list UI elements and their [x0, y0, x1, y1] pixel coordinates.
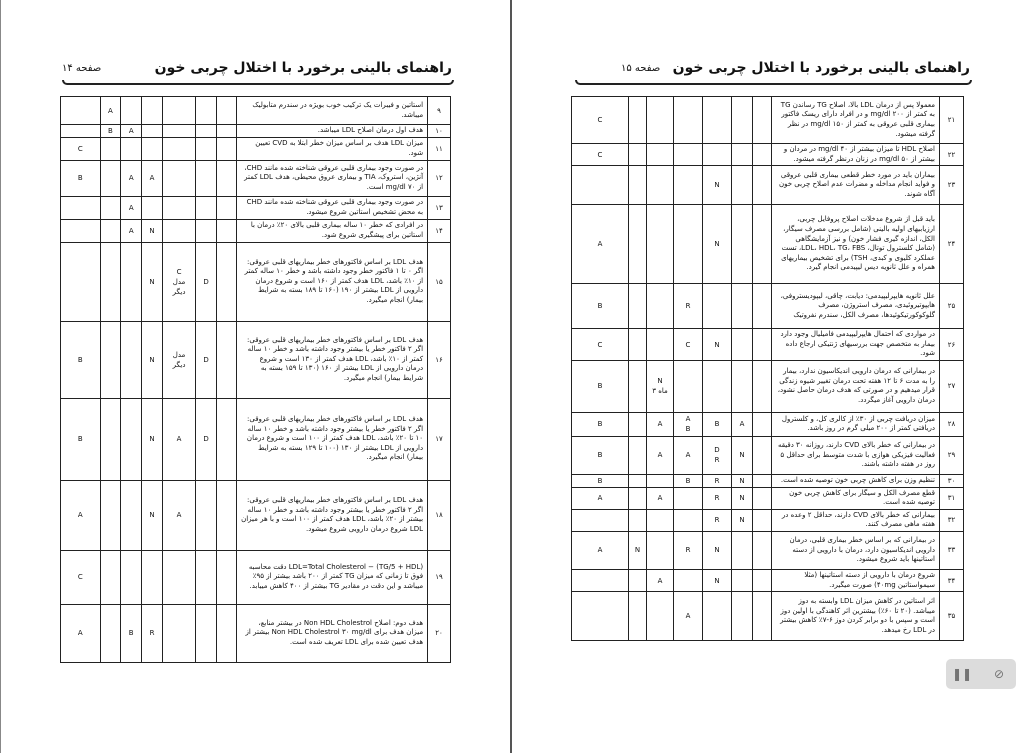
- pause-icon[interactable]: ❚❚: [952, 667, 973, 681]
- row-number: ۱۷: [428, 398, 451, 480]
- row-number: ۳۴: [940, 569, 964, 591]
- empty-cell: [753, 569, 772, 591]
- evidence-cell: [674, 360, 703, 412]
- table-row: [572, 474, 964, 487]
- evidence-cell: [100, 550, 121, 604]
- evidence-cell: [732, 144, 753, 166]
- recommendation-text: میزان LDL هدف بر اساس میزان خطر ابتلا به CVD تعیین شود.: [236, 137, 427, 160]
- recommendation-text: در صورت وجود بیماری قلبی عروقی شناخته شده مانند CHD، آنژین، استروک، TIA و بیماری عروق محیطی، هدف LDL کمتر از ۷۰ mg/dl است.: [236, 160, 427, 196]
- evidence-cell: [121, 480, 142, 550]
- recommendation-text: معمولا پس از درمان LDL بالا، اصلاح TG رساندن TG به کمتر از ۲۰۰ mg/dl و در افراد دارای ریسک فاکتور بیماری قلبی عروقی به کمتر از ۱۵۰ mg/dl در نظر گرفته میشود.: [772, 97, 940, 144]
- evidence-cell: N: [703, 166, 732, 205]
- evidence-cell: [674, 166, 703, 205]
- evidence-cell: [629, 436, 647, 474]
- evidence-cell: [61, 125, 101, 138]
- evidence-cell: D: [196, 321, 217, 398]
- viewer-controls: [946, 659, 1016, 689]
- evidence-cell: [629, 205, 647, 284]
- empty-cell: [753, 412, 772, 436]
- recommendation-text: در افرادی که خطر ۱۰ ساله بیماری قلبی بالای ۲۰٪ درمان با استاتین برای پیشگیری شروع شود.: [236, 219, 427, 242]
- evidence-cell: N: [732, 474, 753, 487]
- evidence-cell: [647, 509, 674, 531]
- evidence-cell: [647, 97, 674, 144]
- evidence-cell: [674, 144, 703, 166]
- evidence-cell: [121, 398, 142, 480]
- evidence-cell: [703, 592, 732, 641]
- evidence-cell: C: [61, 550, 101, 604]
- table-row: [61, 242, 451, 321]
- evidence-cell: [100, 219, 121, 242]
- evidence-cell: [629, 97, 647, 144]
- evidence-cell: [732, 592, 753, 641]
- evidence-cell: [121, 321, 142, 398]
- evidence-cell: C: [674, 329, 703, 361]
- evidence-cell: [100, 398, 121, 480]
- evidence-cell: [703, 284, 732, 329]
- evidence-cell: [162, 550, 195, 604]
- evidence-cell: [162, 604, 195, 662]
- row-number: ۱۰: [428, 125, 451, 138]
- table-row: [61, 321, 451, 398]
- evidence-cell: N: [703, 329, 732, 361]
- evidence-cell: R: [142, 604, 163, 662]
- evidence-cell: [572, 592, 629, 641]
- evidence-cell: R: [674, 531, 703, 569]
- row-number: ۳۵: [940, 592, 964, 641]
- empty-cell: [216, 137, 236, 160]
- evidence-cell: B: [572, 474, 629, 487]
- row-number: ۱۱: [428, 137, 451, 160]
- evidence-cell: [572, 166, 629, 205]
- evidence-cell: N: [142, 242, 163, 321]
- evidence-cell: [703, 360, 732, 412]
- evidence-cell: R: [703, 509, 732, 531]
- evidence-cell: [647, 592, 674, 641]
- evidence-cell: [61, 242, 101, 321]
- evidence-cell: B: [61, 160, 101, 196]
- row-number: ۲۲: [940, 144, 964, 166]
- evidence-cell: B: [572, 284, 629, 329]
- table-row: [61, 219, 451, 242]
- row-number: ۳۳: [940, 531, 964, 569]
- evidence-cell: مدل دیگر: [162, 321, 195, 398]
- evidence-cell: [732, 329, 753, 361]
- row-number: ۳۲: [940, 509, 964, 531]
- evidence-cell: [629, 284, 647, 329]
- recommendation-text: هدف LDL بر اساس فاکتورهای خطر بیماریهای قلبی عروقی: اگر ۲ فاکتور خطر یا بیشتر وجود داشته باشد و خطر ۱۰ ساله بیشتر از ۲۰٪ باشد، LDL هدف کمتر از ۱۰۰ است و با هر میزان LDL شروع درمان دارویی شروع میشود.: [236, 480, 427, 550]
- header-rule: [575, 80, 972, 85]
- table-row: [61, 137, 451, 160]
- table-row: [572, 166, 964, 205]
- evidence-cell: N: [732, 436, 753, 474]
- table-row: [572, 509, 964, 531]
- evidence-cell: [100, 242, 121, 321]
- row-number: ۲۹: [940, 436, 964, 474]
- header-title: راهنمای بالینی برخورد با اختلال چربی خون: [672, 60, 970, 76]
- evidence-cell: [703, 144, 732, 166]
- page-number: صفحه ۱۵: [621, 63, 661, 74]
- recommendation-text: بیمارانی که خطر بالای CVD دارند، حداقل ۲ وعده در هفته ماهی مصرف کنند.: [772, 509, 940, 531]
- empty-cell: [753, 284, 772, 329]
- evidence-cell: D: [196, 242, 217, 321]
- evidence-cell: [100, 137, 121, 160]
- evidence-cell: [100, 196, 121, 219]
- row-number: ۱۴: [428, 219, 451, 242]
- table-row: [572, 592, 964, 641]
- evidence-cell: [647, 284, 674, 329]
- recommendation-text: قطع مصرف الکل و سیگار برای کاهش چربی خون توصیه شده است.: [772, 487, 940, 509]
- empty-cell: [216, 604, 236, 662]
- recommendation-text: در بیمارانی که خطر بالای CVD دارند، روزانه ۳۰ دقیقه فعالیت فیزیکی هوازی با شدت متوسط برای حداقل ۵ روز در هفته داشته باشند.: [772, 436, 940, 474]
- evidence-cell: [647, 166, 674, 205]
- empty-cell: [753, 205, 772, 284]
- evidence-cell: A: [674, 592, 703, 641]
- evidence-cell: [732, 284, 753, 329]
- empty-cell: [753, 360, 772, 412]
- empty-cell: [753, 97, 772, 144]
- evidence-cell: D: [196, 398, 217, 480]
- evidence-cell: [142, 125, 163, 138]
- table-row: [61, 604, 451, 662]
- evidence-cell: B: [703, 412, 732, 436]
- evidence-cell: [61, 219, 101, 242]
- evidence-cell: [196, 97, 217, 125]
- evidence-cell: B: [61, 321, 101, 398]
- guideline-table: [60, 96, 451, 663]
- evidence-cell: A: [572, 487, 629, 509]
- evidence-cell: B: [674, 474, 703, 487]
- evidence-cell: [196, 219, 217, 242]
- evidence-cell: A: [121, 125, 142, 138]
- evidence-cell: A B: [674, 412, 703, 436]
- evidence-cell: A: [647, 412, 674, 436]
- evidence-cell: [162, 137, 195, 160]
- evidence-cell: A: [572, 531, 629, 569]
- evidence-cell: [142, 550, 163, 604]
- evidence-cell: [674, 509, 703, 531]
- evidence-cell: B: [572, 412, 629, 436]
- evidence-cell: [196, 550, 217, 604]
- evidence-cell: [61, 97, 101, 125]
- evidence-cell: [142, 97, 163, 125]
- recommendation-text: LDL=Total Cholesterol − (TG/5 + HDL) دقت محاسبه فوق تا زمانی که میزان TG کمتر از ۲۰۰ باشد بیشتر از ۹۵٪ میباشد و این دقت در مقادیر TG بیشتر از ۴۰۰ کاهش مییابد.: [236, 550, 427, 604]
- evidence-cell: [732, 205, 753, 284]
- table-row: [572, 360, 964, 412]
- evidence-cell: A: [61, 604, 101, 662]
- table-row: [572, 412, 964, 436]
- evidence-cell: [100, 160, 121, 196]
- evidence-cell: [732, 569, 753, 591]
- evidence-cell: N: [142, 398, 163, 480]
- evidence-cell: A: [162, 398, 195, 480]
- evidence-cell: [674, 569, 703, 591]
- evidence-cell: [162, 219, 195, 242]
- row-number: ۲۰: [428, 604, 451, 662]
- empty-cell: [216, 219, 236, 242]
- empty-cell: [216, 196, 236, 219]
- evidence-cell: N: [703, 569, 732, 591]
- row-number: ۲۳: [940, 166, 964, 205]
- table-row: [61, 196, 451, 219]
- evidence-cell: [732, 97, 753, 144]
- recommendation-text: میزان دریافت چربی از ۳۰٪ از کالری کل، و کلسترول دریافتی کمتر از ۲۰۰ میلی گرم در روز باشد.: [772, 412, 940, 436]
- no-icon[interactable]: ⊘: [993, 667, 1005, 681]
- table-row: [572, 531, 964, 569]
- empty-cell: [216, 480, 236, 550]
- evidence-cell: R: [674, 284, 703, 329]
- recommendation-text: در صورت وجود بیماری قلبی عروقی شناخته شده مانند CHD به محض تشخیص استاتین شروع میشود.: [236, 196, 427, 219]
- evidence-cell: [647, 474, 674, 487]
- evidence-cell: [629, 412, 647, 436]
- table-row: [572, 329, 964, 361]
- empty-cell: [753, 474, 772, 487]
- evidence-cell: [647, 531, 674, 569]
- evidence-cell: D R: [703, 436, 732, 474]
- evidence-cell: [121, 137, 142, 160]
- table-row: [572, 284, 964, 329]
- table-row: [61, 398, 451, 480]
- row-number: ۳۰: [940, 474, 964, 487]
- recommendation-text: باید قبل از شروع مدخلات اصلاح پروفایل چربی، ارزیابیهای اولیه بالینی (شامل بررسی مصرف سیگار، الکل، اندازه گیری فشار خون) و نیز آزمایشگاهی (شامل کلسترول توتال، LDL، HDL، TG، FBS، تست عملکرد کلیوی و کبدی، TSH) برای تشخیص بیماریهای همراه و علل ثانویه دیس لیپیدمی انجام گیرد.: [772, 205, 940, 284]
- empty-cell: [753, 329, 772, 361]
- recommendation-text: شروع درمان با دارویی از دسته استاتینها (مثلا سیمواستاتین ۴۰mg) صورت میگیرد.: [772, 569, 940, 591]
- evidence-cell: N: [629, 531, 647, 569]
- evidence-cell: [196, 137, 217, 160]
- evidence-cell: [703, 97, 732, 144]
- recommendation-text: در بیمارانی که درمان دارویی اندیکاسیون ندارد، بیمار را به مدت ۶ تا ۱۲ هفته تحت درمان تغییر شیوه زندگی قرار میدهیم و در صورتی که هدف درمان حاصل نشود، درمان دارویی آغاز میگردد.: [772, 360, 940, 412]
- evidence-cell: [629, 329, 647, 361]
- left-page: [0, 0, 509, 753]
- evidence-cell: [629, 592, 647, 641]
- evidence-cell: [162, 97, 195, 125]
- recommendation-text: استاتین و فیبرات یک ترکیب خوب بویژه در سندرم متابولیک میباشد.: [236, 97, 427, 125]
- recommendation-text: تنظیم وزن برای کاهش چربی خون توصیه شده است.: [772, 474, 940, 487]
- evidence-cell: [196, 196, 217, 219]
- evidence-cell: A: [100, 97, 121, 125]
- evidence-cell: [629, 144, 647, 166]
- table-row: [572, 487, 964, 509]
- evidence-cell: [100, 480, 121, 550]
- evidence-cell: [196, 160, 217, 196]
- evidence-cell: N: [732, 487, 753, 509]
- evidence-cell: [121, 97, 142, 125]
- recommendation-text: در مواردی که احتمال هایپرلیپیدمی فامیلیال وجود دارد بیمار به متخصص جهت بررسیهای ژنتیکی ارجاع داده شود.: [772, 329, 940, 361]
- evidence-cell: [674, 205, 703, 284]
- evidence-cell: [196, 604, 217, 662]
- evidence-cell: [732, 166, 753, 205]
- evidence-cell: [100, 604, 121, 662]
- recommendation-text: هدف LDL بر اساس فاکتورهای خطر بیماریهای قلبی عروقی: اگر ۰ تا ۱ فاکتور خطر وجود داشته باشد و خطر ۱۰ ساله کمتر از ۱۰٪ باشد، LDL هدف کمتر از ۱۶۰ است و شروع درمان دارویی از LDL بیشتر از ۱۹۰ (۱۶۰ تا ۱۸۹ بسته به شرایط بیمار) انجام میگیرد.: [236, 242, 427, 321]
- evidence-cell: A: [674, 436, 703, 474]
- evidence-cell: N ۳ ماه: [647, 360, 674, 412]
- recommendation-text: اثر استاتین در کاهش میزان LDL وابسته به دوز میباشد. (۲۰ تا ۶۰٪) بیشترین اثر کاهندگی با اولین دوز است و سپس با دو برابر کردن دوز ۶-۷٪ کاهش بیشتر در LDL رخ میدهد.: [772, 592, 940, 641]
- empty-cell: [216, 160, 236, 196]
- right-page: [513, 0, 1024, 753]
- evidence-cell: [142, 137, 163, 160]
- evidence-cell: A: [142, 160, 163, 196]
- evidence-cell: [647, 144, 674, 166]
- empty-cell: [753, 487, 772, 509]
- empty-cell: [216, 242, 236, 321]
- row-number: ۱۶: [428, 321, 451, 398]
- row-number: ۳۱: [940, 487, 964, 509]
- row-number: ۱۵: [428, 242, 451, 321]
- evidence-cell: A: [162, 480, 195, 550]
- evidence-cell: R: [703, 474, 732, 487]
- evidence-cell: [162, 160, 195, 196]
- table-row: [61, 550, 451, 604]
- row-number: ۲۵: [940, 284, 964, 329]
- recommendation-text: هدف LDL بر اساس فاکتورهای خطر بیماریهای قلبی عروقی: اگر ۲ فاکتور خطر یا بیشتر وجود داشته باشد و خطر ۱۰ ساله ۱۰ تا ۲۰٪ باشد، LDL هدف کمتر از ۱۰۰ است و شروع درمان دارویی از LDL بیشتر از ۱۳۰ (۱۰۰ تا ۱۲۹ بسته به شرایط بیمار) انجام میگیرد.: [236, 398, 427, 480]
- evidence-cell: B: [61, 398, 101, 480]
- evidence-cell: A: [121, 196, 142, 219]
- evidence-cell: C: [61, 137, 101, 160]
- evidence-cell: A: [732, 412, 753, 436]
- row-number: ۱۸: [428, 480, 451, 550]
- evidence-cell: A: [647, 436, 674, 474]
- empty-cell: [753, 436, 772, 474]
- evidence-cell: [647, 329, 674, 361]
- row-number: ۱۲: [428, 160, 451, 196]
- table-row: [572, 205, 964, 284]
- row-number: ۲۴: [940, 205, 964, 284]
- evidence-cell: N: [142, 321, 163, 398]
- evidence-cell: [629, 360, 647, 412]
- table-row: [61, 480, 451, 550]
- evidence-cell: [629, 509, 647, 531]
- evidence-cell: [162, 125, 195, 138]
- row-number: ۲۱: [940, 97, 964, 144]
- recommendation-text: اصلاح HDL تا میزان بیشتر از ۴۰ mg/dl در مردان و بیشتر از ۵۰ mg/dl در زنان درنظر گرفته میشود.: [772, 144, 940, 166]
- page-number: صفحه ۱۴: [62, 63, 102, 74]
- evidence-cell: [647, 205, 674, 284]
- recommendation-text: هدف اول درمان اصلاح LDL میباشد.: [236, 125, 427, 138]
- empty-cell: [753, 531, 772, 569]
- empty-cell: [216, 97, 236, 125]
- row-number: ۱۹: [428, 550, 451, 604]
- evidence-cell: A: [572, 205, 629, 284]
- recommendation-text: بیماران باید در مورد خطر قطعی بیماری قلبی عروقی و فواید انجام مداخله و مضرات عدم اصلاح چربی خون آگاه شوند.: [772, 166, 940, 205]
- header-title: راهنمای بالینی برخورد با اختلال چربی خون: [154, 60, 452, 76]
- evidence-cell: [61, 196, 101, 219]
- table-row: [61, 97, 451, 125]
- empty-cell: [216, 321, 236, 398]
- table-row: [572, 144, 964, 166]
- evidence-cell: C: [572, 144, 629, 166]
- evidence-cell: B: [572, 436, 629, 474]
- recommendation-text: هدف LDL بر اساس فاکتورهای خطر بیماریهای قلبی عروقی: اگر ۲ فاکتور خطر یا بیشتر وجود داشته باشد و خطر ۱۰ ساله کمتر از ۱۰٪ باشد، LDL هدف کمتر از ۱۳۰ است و شروع درمان دارویی از LDL بیشتر از ۱۶۰ (۱۳۰ تا ۱۵۹ بسته به شرایط بیمار) انجام میگیرد.: [236, 321, 427, 398]
- evidence-cell: [100, 321, 121, 398]
- evidence-cell: C مدل دیگر: [162, 242, 195, 321]
- evidence-cell: [121, 550, 142, 604]
- recommendation-text: علل ثانویه هایپرلیپیدمی: دیابت، چاقی، لیپودیستروفی، هایپوتیروئیدی، مصرف استروژن، مصرف گلوکوکورتیکوئیدها، مصرف الکل، سندرم نفروتیک: [772, 284, 940, 329]
- evidence-cell: N: [703, 531, 732, 569]
- table-row: [572, 97, 964, 144]
- evidence-cell: [572, 569, 629, 591]
- row-number: ۲۶: [940, 329, 964, 361]
- evidence-cell: A: [121, 219, 142, 242]
- evidence-cell: C: [572, 329, 629, 361]
- evidence-cell: B: [572, 360, 629, 412]
- recommendation-text: هدف دوم: اصلاح Non HDL Cholestrol در بیشتر منابع، میزان هدف برای Non HDL Cholestrol ۳۰ mg/dl بیشتر از هدف تعیین شده برای LDL تعریف شده است.: [236, 604, 427, 662]
- row-number: ۹: [428, 97, 451, 125]
- recommendation-text: در بیمارانی که بر اساس خطر بیماری قلبی، درمان دارویی اندیکاسیون دارد، درمان با دارویی از دسته استاتینها باید شروع میشود.: [772, 531, 940, 569]
- evidence-cell: [196, 125, 217, 138]
- evidence-cell: [629, 487, 647, 509]
- evidence-cell: A: [121, 160, 142, 196]
- empty-cell: [753, 166, 772, 205]
- evidence-cell: A: [61, 480, 101, 550]
- empty-cell: [216, 125, 236, 138]
- evidence-cell: [732, 531, 753, 569]
- evidence-cell: [572, 509, 629, 531]
- evidence-cell: [629, 474, 647, 487]
- evidence-cell: A: [647, 569, 674, 591]
- evidence-cell: [732, 360, 753, 412]
- evidence-cell: B: [100, 125, 121, 138]
- evidence-cell: N: [703, 205, 732, 284]
- evidence-cell: R: [703, 487, 732, 509]
- empty-cell: [753, 144, 772, 166]
- evidence-cell: [629, 166, 647, 205]
- evidence-cell: N: [732, 509, 753, 531]
- evidence-cell: B: [121, 604, 142, 662]
- evidence-cell: N: [142, 480, 163, 550]
- evidence-cell: [629, 569, 647, 591]
- evidence-cell: [142, 196, 163, 219]
- evidence-cell: [196, 480, 217, 550]
- evidence-cell: [162, 196, 195, 219]
- table-row: [572, 569, 964, 591]
- table-row: [61, 125, 451, 138]
- row-number: ۲۸: [940, 412, 964, 436]
- empty-cell: [753, 592, 772, 641]
- row-number: ۲۷: [940, 360, 964, 412]
- evidence-cell: C: [572, 97, 629, 144]
- empty-cell: [753, 509, 772, 531]
- evidence-cell: [121, 242, 142, 321]
- table-row: [572, 436, 964, 474]
- evidence-cell: [674, 97, 703, 144]
- guideline-table: [571, 96, 964, 641]
- evidence-cell: [674, 487, 703, 509]
- table-row: [61, 160, 451, 196]
- empty-cell: [216, 550, 236, 604]
- evidence-cell: N: [142, 219, 163, 242]
- header-rule: [62, 80, 454, 85]
- empty-cell: [216, 398, 236, 480]
- evidence-cell: A: [647, 487, 674, 509]
- row-number: ۱۳: [428, 196, 451, 219]
- page-divider: [510, 0, 512, 753]
